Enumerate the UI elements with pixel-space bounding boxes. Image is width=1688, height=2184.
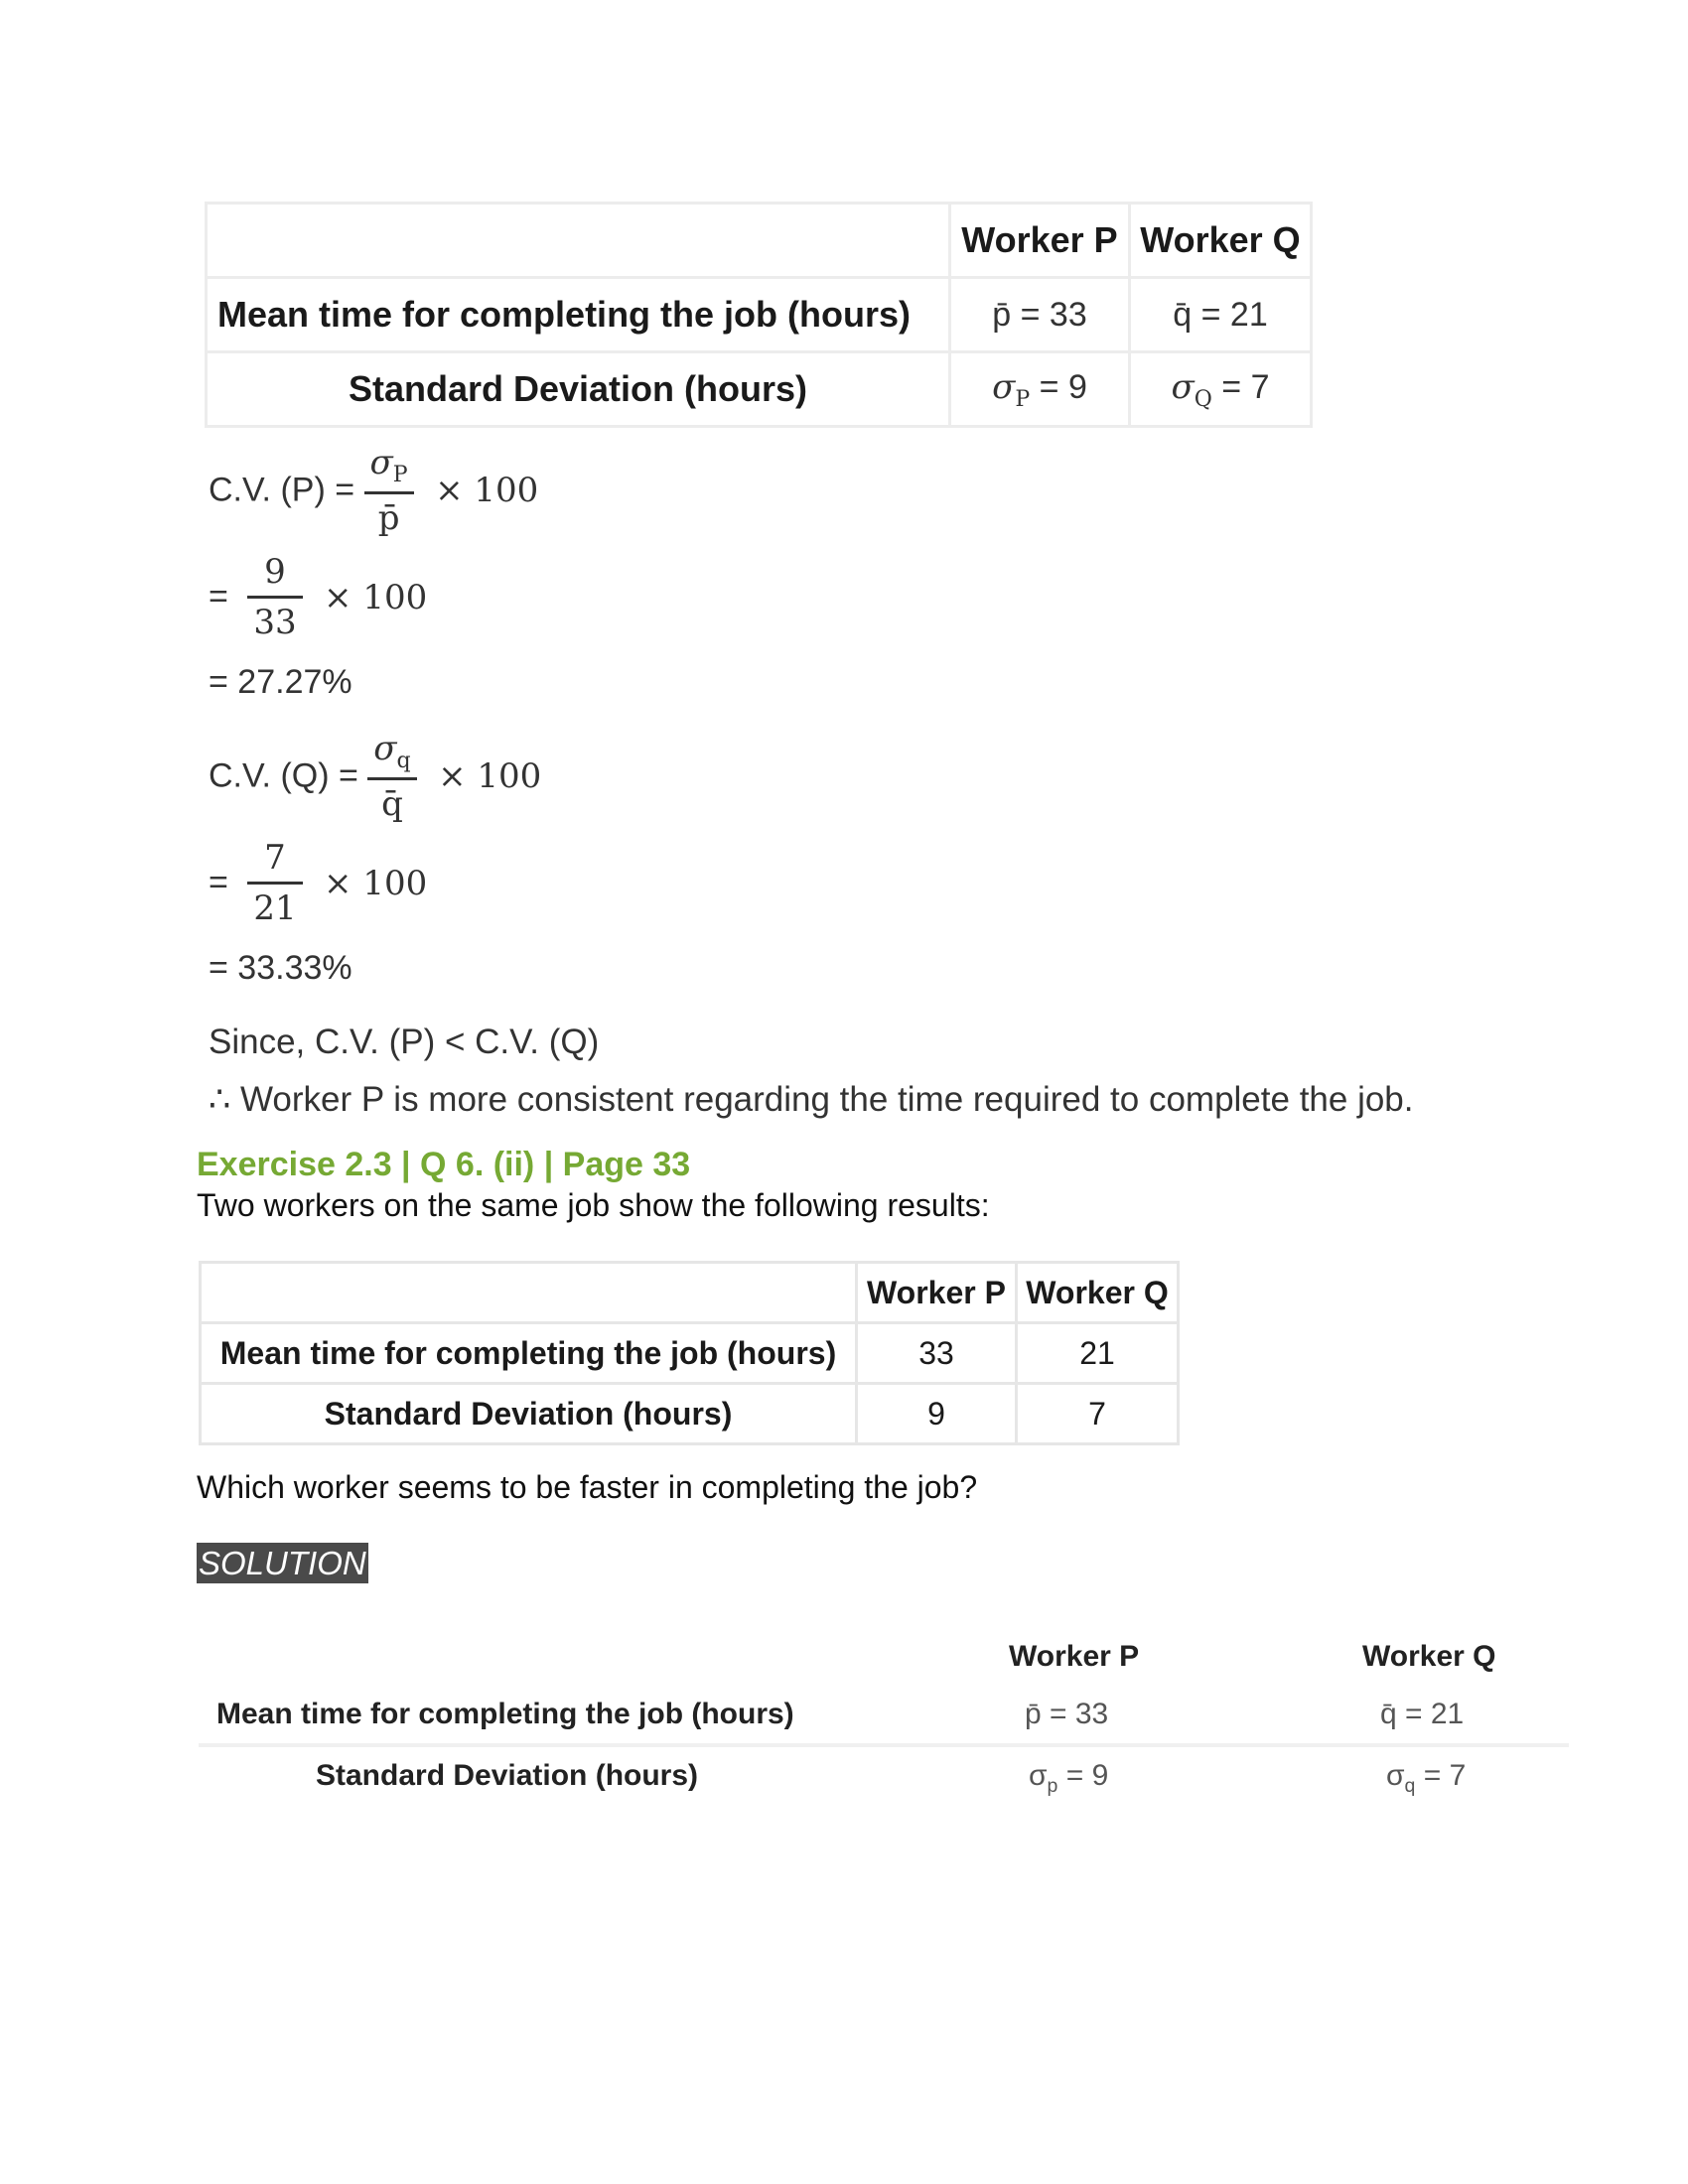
table2-header-worker-q: Worker Q (1017, 1263, 1179, 1323)
table3-sd-p: $\sigma_p = 9$ (1029, 1759, 1109, 1797)
table2-sd-q: 7 (1017, 1384, 1179, 1444)
table1-row-sd-label: Standard Deviation (hours) (207, 352, 950, 427)
conclusion-statement: ∴ Worker P is more consistent regarding the time required to complete the job. (209, 1080, 1414, 1119)
table2-row-mean-label: Mean time for completing the job (hours) (201, 1323, 857, 1384)
solution-label: SOLUTION (199, 1545, 366, 1581)
table1-header-worker-p: Worker P (950, 204, 1130, 278)
table1-mean-q: q̄ = 21 (1130, 278, 1312, 352)
exercise-intro: Two workers on the same job show the following results: (197, 1187, 990, 1223)
since-statement: Since, C.V. (P) < C.V. (Q) (209, 1023, 600, 1061)
times-100: × 100 (435, 470, 539, 510)
table3-header-worker-p: Worker P (1009, 1640, 1140, 1673)
table3-sd-q: $\sigma_q = 7$ (1386, 1759, 1467, 1797)
exercise-heading: Exercise 2.3 | Q 6. (ii) | Page 33 (197, 1146, 691, 1183)
cv-p-fraction: $\frac{\sigma_P}{p̄}$ (364, 443, 414, 538)
table2-sd-p: 9 (857, 1384, 1017, 1444)
table1-mean-p: p̄ = 33 (950, 278, 1130, 352)
table1-sd-p: $\sigma_P = 9$ (950, 352, 1130, 427)
table2-row-sd-label: Standard Deviation (hours) (201, 1384, 857, 1444)
table3-row-sd-label: Standard Deviation (hours) (316, 1759, 699, 1792)
solution-table (199, 1628, 1569, 1805)
question-text: Which worker seems to be faster in completing the job? (197, 1469, 978, 1505)
cv-q-result: = 33.33% (209, 949, 352, 987)
table1-sd-q: $\sigma_Q = 7$ (1130, 352, 1312, 427)
table3-mean-q: q̄ = 21 (1380, 1698, 1465, 1730)
table3-header-worker-q: Worker Q (1362, 1640, 1496, 1673)
table2-header-worker-p: Worker P (857, 1263, 1017, 1323)
table3-row-mean-label: Mean time for completing the job (hours) (216, 1698, 794, 1730)
table1-header-empty (207, 204, 950, 278)
cv-p-substitution: = $\frac{9}{33}$ × 100 (209, 552, 428, 642)
table1-row-mean-label: Mean time for completing the job (hours) (207, 278, 950, 352)
table1-header-worker-q: Worker Q (1130, 204, 1312, 278)
table2-mean-q: 21 (1017, 1323, 1179, 1384)
cv-p-label: C.V. (P) = (209, 471, 355, 509)
cv-p-result: = 27.27% (209, 663, 352, 701)
cv-q-formula: C.V. (Q) = $\frac{\sigma_q}{q̄}$ × 100 (209, 729, 542, 824)
cv-p-formula (209, 443, 538, 538)
table2-mean-p: 33 (857, 1323, 1017, 1384)
comparison-table-2 (199, 1261, 1180, 1445)
table2-header-empty (201, 1263, 857, 1323)
table3-mean-p: p̄ = 33 (1025, 1698, 1109, 1730)
comparison-table-1 (205, 202, 1313, 428)
cv-q-substitution: = $\frac{7}{21}$ × 100 (209, 838, 428, 928)
